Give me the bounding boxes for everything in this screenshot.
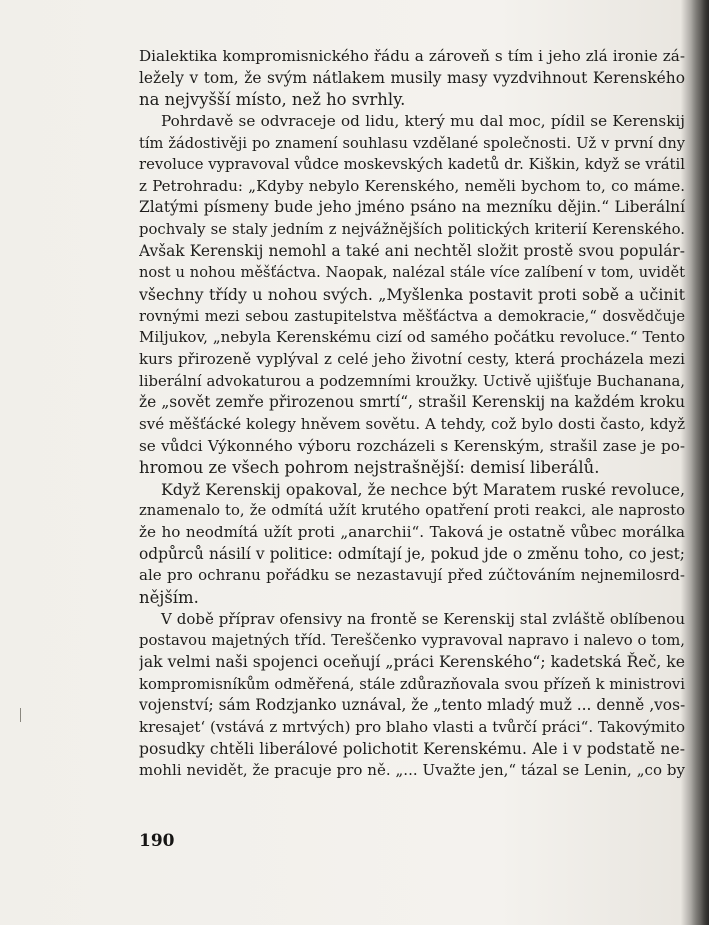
paragraph-1 [139,46,685,111]
text-line: posudky chtěli liberálové polichotit Kerenskému. Ale i v podstatě ne- [139,739,685,758]
text-line: V době příprav ofensivy na frontě se Kerenskij stal zvláště oblíbenou [161,609,685,628]
paragraph-4 [139,609,685,782]
text-line: jak velmi naši spojenci oceňují „práci Kerenského“; kadetská Řeč, ke [139,652,685,671]
text-line: postavou majetných tříd. Tereščenko vypravoval napravo i nalevo o tom, [139,632,685,650]
text-line: nějším. [139,588,199,608]
text-line: z Petrohradu: „Kdyby nebylo Kerenského, neměli bychom to, co máme. [139,176,685,195]
text-line: revoluce vypravoval vůdce moskevských kadetů dr. Kiškin, když se vrátil [139,156,685,174]
text-line: odpůrců násilí v politice: odmítají je, pokud jde o změnu toho, co jest; [139,544,685,563]
text-line: na nejvyšší místo, než ho svrhly. [139,90,406,110]
text-line: Když Kerenskij opakoval, že nechce být Maratem ruské revoluce, [161,479,685,499]
text-line: ale pro ochranu pořádku se nezastavují před zúčtováním nejnemilosrd- [139,566,685,585]
text-line: Avšak Kerenskij nemohl a také ani nechtěl složit prostě svou populár- [139,241,685,260]
text-line: Pohrdavě se odvraceje od lidu, který mu dal moc, pídil se Kerenskij [161,111,685,130]
text-line: kurs přirozeně vyplýval z celé jeho životní cesty, která procházela mezi [139,349,685,368]
text-line: tím žádostivěji po znamení souhlasu vzdělané společnosti. Už v první dny [139,134,685,152]
page-edge-shadow [691,0,709,925]
text-line: rovnými mezi sebou zastupitelstva měšťáctva a demokracie,“ dosvědčuje [139,307,685,325]
text-line: nost u nohou měšťáctva. Naopak, nalézal stále více zalíbení v tom, uvidět [139,264,685,282]
text-line: Miljukov, „nebyla Kerenskému cizí od samého počátku revoluce.“ Tento [139,328,685,347]
text-line: kresajet‘ (vstává z mrtvých) pro blaho vlasti a tvůrčí práci“. Takovýmito [139,717,685,736]
text-line: že „sovět zemře přirozenou smrtí“, strašil Kerenskij na každém kroku [139,393,685,412]
text-line: Zlatými písmeny bude jeho jméno psáno na mezníku dějin.“ Liberální [139,198,685,217]
text-line: že ho neodmítá užít proti „anarchii“. Taková je ostatně vůbec morálka [139,523,685,542]
text-line: Dialektika kompromisnického řádu a zároveň s tím i jeho zlá ironie zá- [139,47,685,65]
text-line: liberální advokaturou a podzemními kroužky. Uctivě ujišťuje Buchanana, [139,372,685,390]
text-line: pochvaly se staly jedním z nejvážnějších politických kriterií Kerenského. [139,221,685,239]
text-line: se vůdci Výkonného výboru rozcházeli s Kerenským, strašil zase je po- [139,436,685,455]
paragraph-2 [139,111,685,479]
text-line: všechny třídy u nohou svých. „Myšlenka postavit proti sobě a učinit [139,285,685,305]
text-line: znamenalo to, že odmítá užít krutého opatření proti reakci, ale naprosto [139,502,685,520]
text-line: ležely v tom, že svým nátlakem musily masy vyzdvihnout Kerenského [139,68,685,87]
paragraph-3 [139,479,685,609]
text-line: kompromisníkům odměřená, stále zdůrazňovala svou přízeň k ministrovi [139,675,685,693]
margin-mark [20,708,21,722]
text-line: vojenství; sám Rodzjanko uznával, že „tento mladý muž ... denně ‚vos- [139,696,685,715]
body-text [139,46,685,782]
text-line: hromou ze všech pohrom nejstrašnější: demisí liberálů. [139,458,600,478]
text-line: mohli nevidět, že pracuje pro ně. „... Uvažte jen,“ tázal se Lenin, „co by [139,761,685,780]
page-number: 190 [139,831,175,851]
text-line: své měšťácké kolegy hněvem sovětu. A tehdy, což bylo dosti často, když [139,414,685,433]
